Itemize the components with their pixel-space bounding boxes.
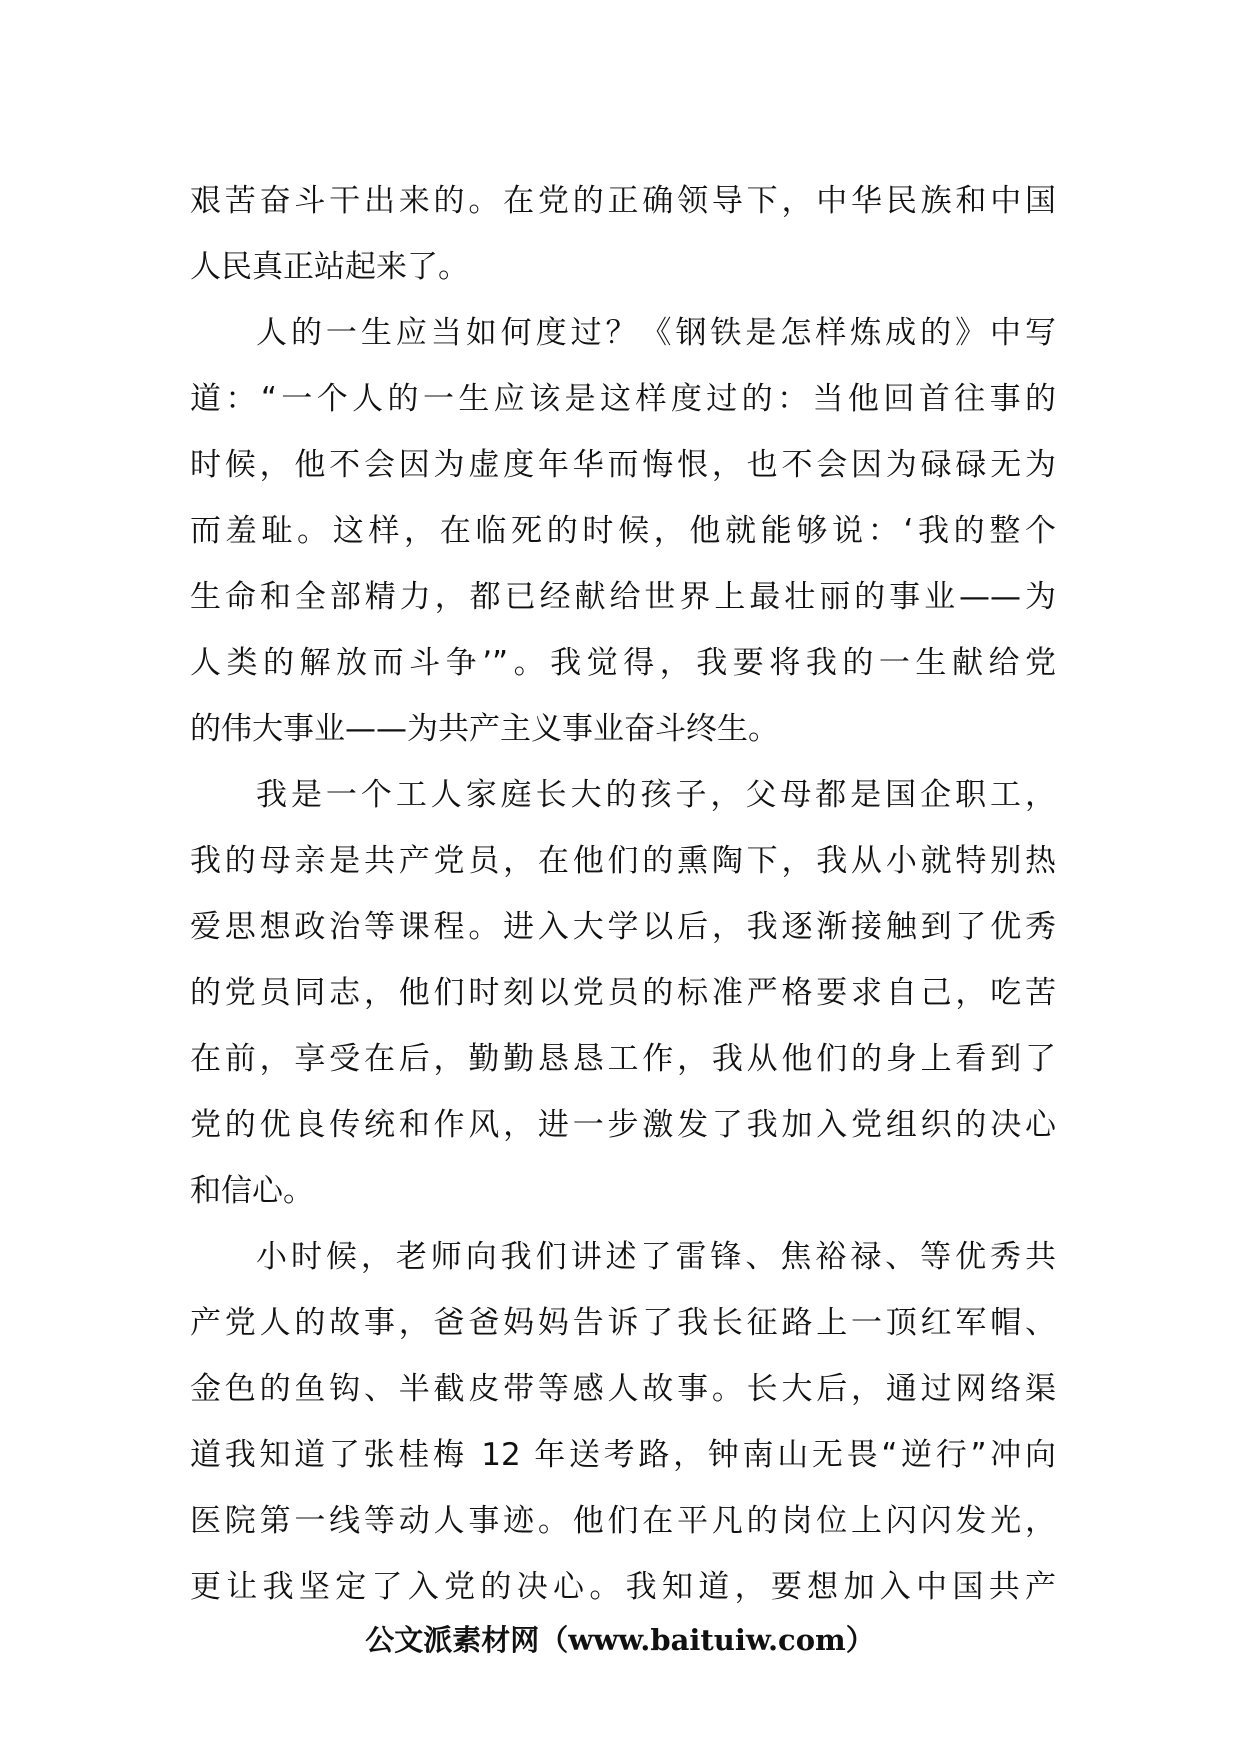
text-line: 而羞耻。这样，在临死的时候，他就能够说：‘我的整个 xyxy=(190,513,1056,549)
text-line: 人的一生应当如何度过？《钢铁是怎样炼成的》中写 xyxy=(256,315,1056,351)
text-line: 产党人的故事，爸爸妈妈告诉了我长征路上一顶红军帽、 xyxy=(190,1305,1056,1341)
text-line: 爱思想政治等课程。进入大学以后，我逐渐接触到了优秀 xyxy=(190,909,1056,945)
text-line: 人类的解放而斗争’”。我觉得，我要将我的一生献给党 xyxy=(190,645,1056,681)
text-line: 时候，他不会因为虚度年华而悔恨，也不会因为碌碌无为 xyxy=(190,447,1056,483)
text-line: 生命和全部精力，都已经献给世界上最壮丽的事业——为 xyxy=(190,579,1056,615)
text-line: 人民真正站起来了。 xyxy=(190,249,469,285)
paragraph xyxy=(190,762,1056,1224)
text-line: 医院第一线等动人事迹。他们在平凡的岗位上闪闪发光， xyxy=(190,1503,1056,1539)
text-line: 金色的鱼钩、半截皮带等感人故事。长大后，通过网络渠 xyxy=(190,1371,1056,1407)
paragraph xyxy=(190,300,1056,762)
text-line: 的党员同志，他们时刻以党员的标准严格要求自己，吃苦 xyxy=(190,975,1056,1011)
body-text xyxy=(190,168,1056,1620)
text-line: 党的优良传统和作风，进一步激发了我加入党组织的决心 xyxy=(190,1107,1056,1143)
text-line: 道：“一个人的一生应该是这样度过的：当他回首往事的 xyxy=(190,381,1056,417)
page-footer: 公文派素材网（www.baituiw.com） xyxy=(365,1623,875,1657)
text-line: 的伟大事业——为共产主义事业奋斗终生。 xyxy=(190,711,779,747)
paragraph xyxy=(190,168,1056,300)
text-line: 我是一个工人家庭长大的孩子，父母都是国企职工， xyxy=(256,777,1056,813)
text-line: 在前，享受在后，勤勤恳恳工作，我从他们的身上看到了 xyxy=(190,1041,1056,1077)
text-line: 艰苦奋斗干出来的。在党的正确领导下，中华民族和中国 xyxy=(190,183,1056,219)
text-line: 和信心。 xyxy=(190,1173,314,1209)
text-line: 更让我坚定了入党的决心。我知道，要想加入中国共产 xyxy=(190,1569,1056,1605)
text-line: 道我知道了张桂梅 12 年送考路，钟南山无畏“逆行”冲向 xyxy=(190,1437,1056,1473)
text-line: 我的母亲是共产党员，在他们的熏陶下，我从小就特别热 xyxy=(190,843,1056,879)
text-line: 小时候，老师向我们讲述了雷锋、焦裕禄、等优秀共 xyxy=(256,1239,1056,1275)
paragraph xyxy=(190,1224,1056,1620)
